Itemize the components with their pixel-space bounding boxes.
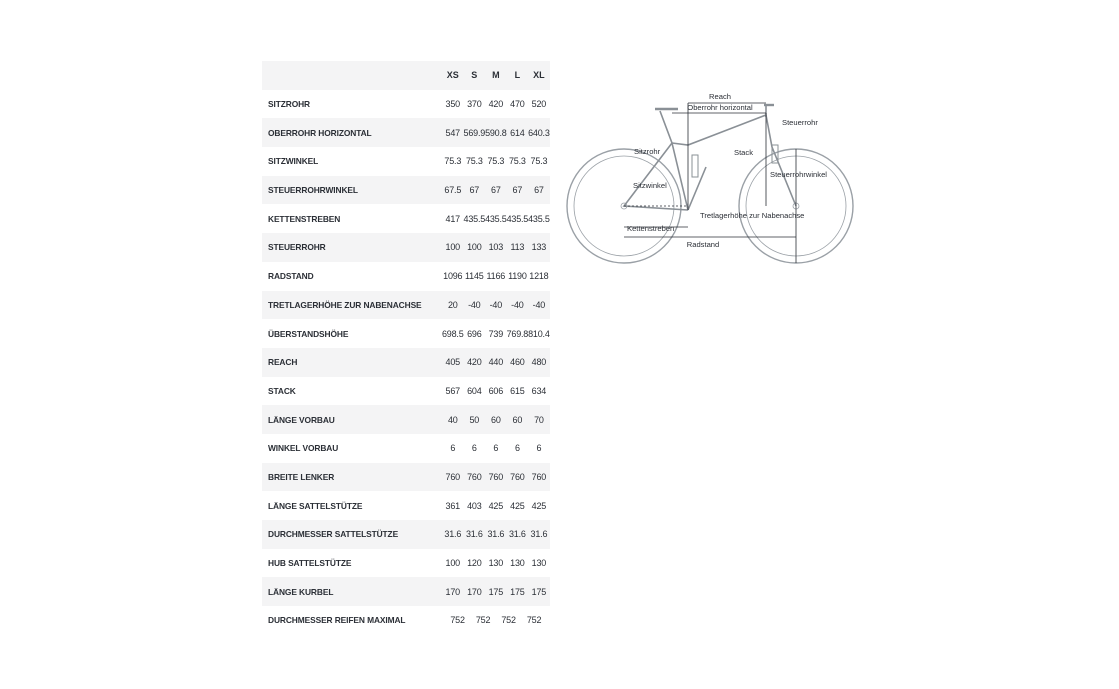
cell-value: 67 xyxy=(507,176,529,205)
size-header: M xyxy=(485,61,507,90)
cell-value: 31.6 xyxy=(485,520,507,549)
cell-value: 60 xyxy=(485,405,507,434)
cell-value: 6 xyxy=(493,443,499,454)
label-chainstay: Kettenstreben xyxy=(627,224,675,233)
row-values-group xyxy=(442,606,550,635)
cell-value: 20 xyxy=(442,291,464,320)
cell-value: 120 xyxy=(467,558,482,569)
cell-value: 1218 xyxy=(529,271,549,282)
cell-value: 760 xyxy=(464,463,486,492)
cell-value: 460 xyxy=(507,348,529,377)
cell-value: -40 xyxy=(485,291,507,320)
cell-value: 100 xyxy=(464,233,486,262)
cell-value: 403 xyxy=(467,500,482,511)
label-bb-drop: Tretlagerhöhe zur Nabenachse xyxy=(700,211,805,220)
cell-value: -40 xyxy=(528,291,550,320)
table-row xyxy=(262,377,550,406)
cell-value: 604 xyxy=(467,385,482,396)
table-row xyxy=(262,434,550,463)
cell-value: 75.3 xyxy=(444,156,462,167)
cell-value: 67 xyxy=(528,176,550,205)
table-row xyxy=(262,262,550,291)
table-row xyxy=(262,491,550,520)
cell-value: 567 xyxy=(445,385,460,396)
cell-value: 417 xyxy=(445,213,460,224)
cell-value: 40 xyxy=(442,405,464,434)
row-label: STEUERROHRWINKEL xyxy=(262,176,442,205)
table-row xyxy=(262,204,550,233)
table-row xyxy=(262,606,550,635)
row-label: SITZROHR xyxy=(268,99,311,110)
table-row xyxy=(262,348,550,377)
cell-value: 170 xyxy=(442,577,464,606)
table-row xyxy=(262,118,550,147)
cell-value: 170 xyxy=(464,577,486,606)
cell-value: 590.8 xyxy=(485,118,507,147)
size-header: XS xyxy=(442,61,464,90)
geometry-table xyxy=(262,61,550,635)
table-row xyxy=(262,147,550,176)
table-row xyxy=(262,405,550,434)
cell-value: -40 xyxy=(464,291,486,320)
row-label: REACH xyxy=(262,348,442,377)
row-label: KETTENSTREBEN xyxy=(268,213,341,224)
header-empty-cell xyxy=(262,61,442,90)
row-label: WINKEL VORBAU xyxy=(268,443,339,454)
cell-value: 75.3 xyxy=(530,156,548,167)
cell-value: 31.6 xyxy=(442,520,464,549)
cell-value: 350 xyxy=(445,99,460,110)
cell-value: 425 xyxy=(510,500,525,511)
cell-value: 75.3 xyxy=(487,156,505,167)
row-label: DURCHMESSER SATTELSTÜTZE xyxy=(262,520,442,549)
cell-value: 175 xyxy=(528,577,550,606)
cell-value: 480 xyxy=(528,348,550,377)
row-label: STACK xyxy=(268,385,296,396)
cell-value: 75.3 xyxy=(509,156,526,167)
cell-value: 100 xyxy=(442,233,464,262)
label-head-tube: Steuerrohr xyxy=(782,118,818,127)
cell-value: 435.5 xyxy=(506,213,529,224)
table-row xyxy=(262,233,550,262)
row-label: DURCHMESSER REIFEN MAXIMAL xyxy=(268,615,406,626)
cell-value: 67.5 xyxy=(442,176,464,205)
row-label: ÜBERSTANDSHÖHE xyxy=(268,328,349,339)
cell-value: 60 xyxy=(507,405,529,434)
cell-value: 31.6 xyxy=(464,520,486,549)
row-label: HUB SATTELSTÜTZE xyxy=(268,558,352,569)
cell-value: 810.4 xyxy=(528,328,550,339)
cell-value: 100 xyxy=(445,558,460,569)
cell-value: 547 xyxy=(442,118,464,147)
cell-value: 760 xyxy=(528,463,550,492)
cell-value: 769.8 xyxy=(506,328,529,339)
cell-value: 614 xyxy=(507,118,529,147)
row-label: LÄNGE KURBEL xyxy=(262,577,442,606)
cell-value: 6 xyxy=(514,443,520,454)
cell-value: 70 xyxy=(528,405,550,434)
cell-value: 130 xyxy=(510,558,525,569)
cell-value: 6 xyxy=(471,443,477,454)
cell-value: 520 xyxy=(531,99,547,110)
cell-value: -40 xyxy=(507,291,529,320)
table-row xyxy=(262,90,550,119)
label-head-angle: Steuerrohrwinkel xyxy=(770,170,827,179)
label-top-tube: Oberrohr horizontal xyxy=(687,103,753,112)
cell-value: 425 xyxy=(531,500,547,511)
cell-value: 696 xyxy=(467,328,482,339)
cell-value: 760 xyxy=(485,463,507,492)
cell-value: 470 xyxy=(510,99,525,110)
cell-value: 640.3 xyxy=(528,118,550,147)
size-header-row xyxy=(262,61,550,90)
cell-value: 752 xyxy=(475,615,491,626)
cell-value: 1145 xyxy=(465,271,484,282)
cell-value: 760 xyxy=(442,463,464,492)
row-label: SITZWINKEL xyxy=(268,156,319,167)
cell-value: 1096 xyxy=(443,271,463,282)
cell-value: 435.5 xyxy=(528,213,550,224)
cell-value: 739 xyxy=(488,328,504,339)
cell-value: 31.6 xyxy=(507,520,529,549)
cell-value: 133 xyxy=(528,233,550,262)
cell-value: 370 xyxy=(467,99,482,110)
size-header: S xyxy=(464,61,486,90)
cell-value: 752 xyxy=(501,615,516,626)
cell-value: 67 xyxy=(464,176,486,205)
cell-value: 67 xyxy=(485,176,507,205)
size-header: XL xyxy=(528,61,550,90)
cell-value: 6 xyxy=(450,443,456,454)
row-label: LÄNGE VORBAU xyxy=(262,405,442,434)
row-label: BREITE LENKER xyxy=(262,463,442,492)
cell-value: 50 xyxy=(464,405,486,434)
row-label: OBERROHR HORIZONTAL xyxy=(262,118,442,147)
cell-value: 420 xyxy=(488,99,504,110)
cell-value: 435.5 xyxy=(485,213,507,224)
cell-value: 31.6 xyxy=(528,520,550,549)
cell-value: 435.5 xyxy=(463,213,486,224)
cell-value: 405 xyxy=(442,348,464,377)
cell-value: 698.5 xyxy=(442,328,464,339)
cell-value: 615 xyxy=(510,385,525,396)
row-label: TRETLAGERHÖHE ZUR NABENACHSE xyxy=(262,291,442,320)
cell-value: 634 xyxy=(531,385,547,396)
cell-value: 752 xyxy=(526,615,542,626)
size-header: L xyxy=(507,61,529,90)
label-seat-tube: Sitzrohr xyxy=(634,147,661,156)
table-row xyxy=(262,176,550,205)
bike-frame xyxy=(624,105,796,210)
label-reach: Reach xyxy=(709,92,731,101)
cell-value: 130 xyxy=(488,558,504,569)
cell-value: 569.9 xyxy=(464,118,486,147)
cell-value: 425 xyxy=(488,500,504,511)
table-row xyxy=(262,577,550,606)
cell-value: 75.3 xyxy=(465,156,483,167)
cell-value: 752 xyxy=(450,615,465,626)
table-row xyxy=(262,463,550,492)
cell-value: 6 xyxy=(536,443,542,454)
row-label: RADSTAND xyxy=(268,271,314,282)
cell-value: 420 xyxy=(464,348,486,377)
table-row xyxy=(262,291,550,320)
cell-value: 130 xyxy=(531,558,547,569)
label-stack: Stack xyxy=(734,148,753,157)
cell-value: 606 xyxy=(488,385,504,396)
row-label: STEUERROHR xyxy=(262,233,442,262)
cell-value: 440 xyxy=(485,348,507,377)
cell-value: 113 xyxy=(507,233,529,262)
cell-value: 361 xyxy=(445,500,460,511)
label-wheelbase: Radstand xyxy=(686,240,720,249)
row-label: LÄNGE SATTELSTÜTZE xyxy=(268,500,363,511)
table-row xyxy=(262,549,550,578)
label-seat-angle: Sitzwinkel xyxy=(633,181,667,190)
cell-value: 103 xyxy=(485,233,507,262)
bike-geometry-diagram xyxy=(560,85,860,270)
cell-value: 760 xyxy=(507,463,529,492)
cell-value: 175 xyxy=(507,577,529,606)
table-row xyxy=(262,319,550,348)
cell-value: 1166 xyxy=(486,271,506,282)
cell-value: 1190 xyxy=(508,271,527,282)
table-row xyxy=(262,520,550,549)
cell-value: 175 xyxy=(485,577,507,606)
